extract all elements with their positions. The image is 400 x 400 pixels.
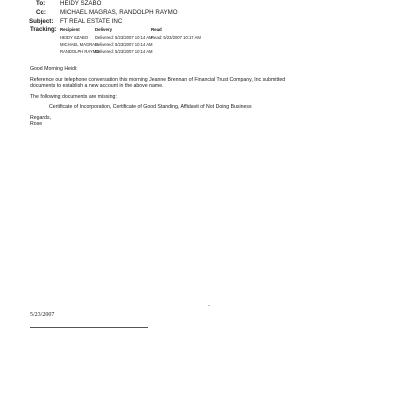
tracking-row-recipient: MICHAEL MAGRAS	[60, 42, 98, 47]
subject-label: Subject:	[29, 18, 54, 25]
footer-divider	[30, 327, 148, 328]
to-label: To:	[36, 0, 46, 7]
closing: Regards,	[30, 115, 52, 121]
body-paragraph-line: documents to establish a new account in the above name.	[30, 83, 164, 89]
tracking-header-recipient: Recipient	[60, 27, 80, 32]
tracking-row-recipient: RANDOLPH RAYMO	[60, 49, 100, 54]
tracking-header-delivery: Delivery	[95, 27, 113, 32]
to-value: HEIDY SZABO	[60, 0, 102, 7]
signature: Rose	[30, 121, 43, 127]
footer-date: 5/23/2007	[30, 312, 55, 318]
tracking-row-delivery: Delivered: 5/23/2007 10:14 AM	[95, 35, 153, 40]
greeting: Good Morning Heidi:	[30, 66, 78, 72]
tracking-label: Tracking:	[30, 27, 57, 33]
tracking-row-delivery: Delivered: 5/23/2007 10:14 AM	[95, 42, 153, 47]
tracking-row-read: Read: 5/23/2007 10:17 AM	[151, 35, 201, 40]
cc-value: MICHAEL MAGRAS, RANDOLPH RAYMO	[60, 9, 178, 16]
missing-docs-list: Certificate of Incorporation, Certificate of Good Standing, Affidavit of Not Doing Business	[49, 104, 252, 110]
scan-speck	[208, 305, 210, 306]
tracking-row-recipient: HEIDY SZABO	[60, 35, 89, 40]
tracking-header-read: Read	[151, 27, 162, 32]
cc-label: Cc:	[36, 9, 46, 16]
tracking-row-delivery: Delivered: 5/23/2007 10:14 AM	[95, 49, 153, 54]
body-paragraph-line: Reference our telephone conversation this morning Jeanne Brennan of Financial Trust Company, Inc submitted	[30, 77, 286, 83]
subject-value: FT REAL ESTATE INC	[60, 18, 123, 25]
missing-docs-intro: The following documents are missing:	[30, 94, 117, 100]
